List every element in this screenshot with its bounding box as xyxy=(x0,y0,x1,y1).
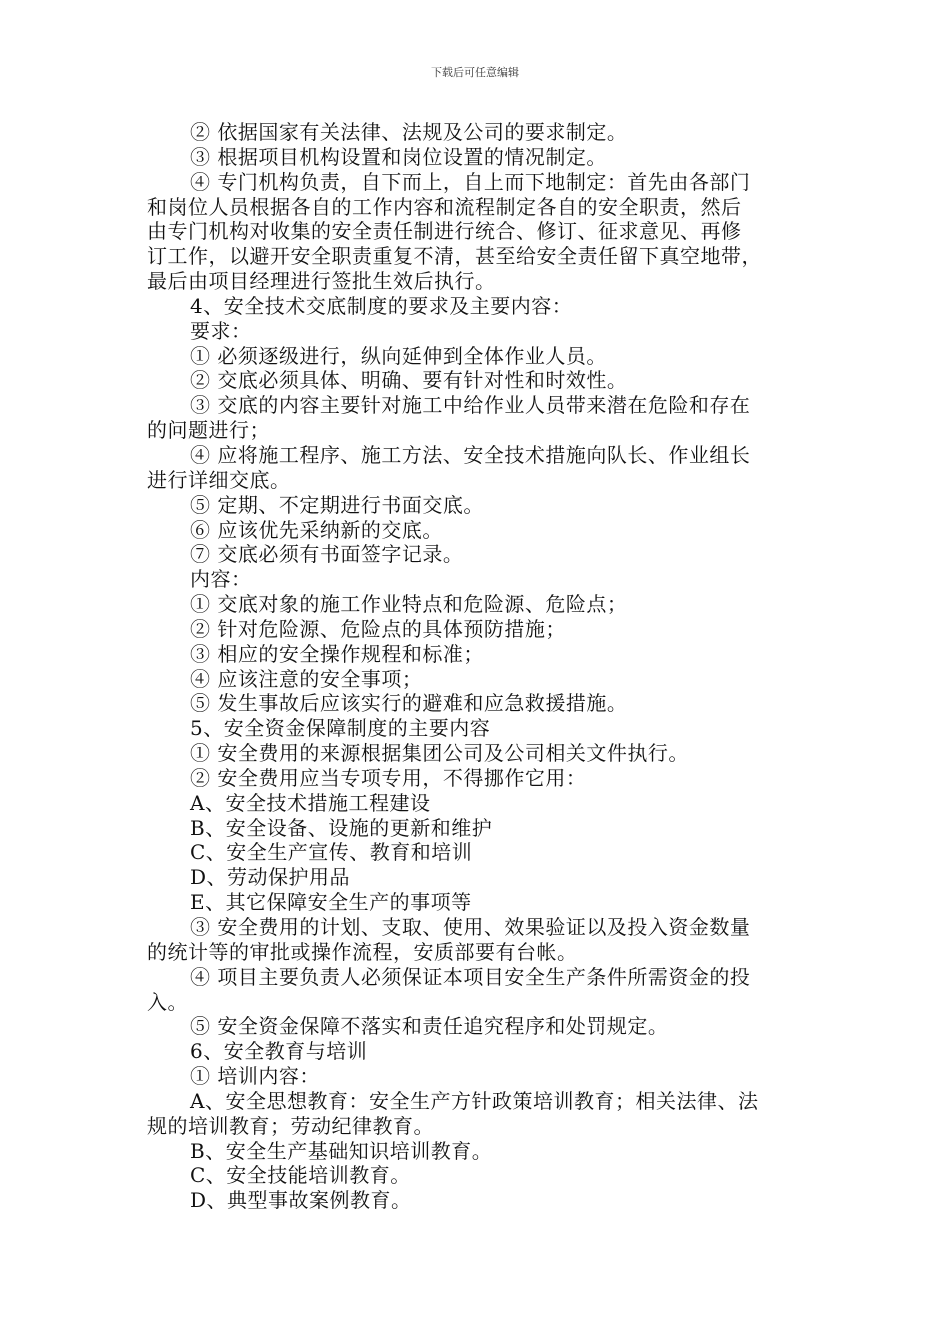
text-line: ④ 应该注意的安全事项； xyxy=(190,666,423,691)
text-line: ② 交底必须具体、明确、要有针对性和时效性。 xyxy=(190,368,628,393)
text-line: 入。 xyxy=(147,989,188,1014)
text-line: D、典型事故案例教育。 xyxy=(190,1188,412,1213)
text-line: 最后由项目经理进行签批生效后执行。 xyxy=(147,269,496,294)
document-body xyxy=(147,120,807,1213)
text-line: D、劳动保护用品 xyxy=(190,865,351,890)
text-line: ⑤ 安全资金保障不落实和责任追究程序和处罚规定。 xyxy=(190,1014,669,1039)
text-line: 由专门机构对收集的安全责任制进行统合、修订、征求意见、再修 xyxy=(147,219,742,244)
text-line: 订工作，以避开安全职责重复不清，甚至给安全责任留下真空地带， xyxy=(147,244,762,269)
text-line: 进行详细交底。 xyxy=(147,467,291,492)
text-line: A、安全思想教育：安全生产方针政策培训教育；相关法律、法 xyxy=(190,1088,759,1113)
text-line: 规的培训教育；劳动纪律教育。 xyxy=(147,1113,434,1138)
text-line: ① 培训内容： xyxy=(190,1064,320,1089)
text-line: ① 安全费用的来源根据集团公司及公司相关文件执行。 xyxy=(190,741,689,766)
text-line: ① 必须逐级进行，纵向延伸到全体作业人员。 xyxy=(190,343,607,368)
text-line: 内容： xyxy=(190,567,252,592)
text-line: ⑤ 发生事故后应该实行的避难和应急救援措施。 xyxy=(190,691,628,716)
page-header: 下载后可任意编辑 xyxy=(431,66,519,79)
text-line: ⑤ 定期、不定期进行书面交底。 xyxy=(190,492,484,517)
text-line: ⑦ 交底必须有书面签字记录。 xyxy=(190,542,464,567)
text-line: ③ 交底的内容主要针对施工中给作业人员带来潜在危险和存在 xyxy=(190,393,751,418)
text-line: 的问题进行； xyxy=(147,418,270,443)
text-line: C、安全生产宣传、教育和培训 xyxy=(190,840,473,865)
text-line: ④ 项目主要负责人必须保证本项目安全生产条件所需资金的投 xyxy=(190,964,751,989)
text-line: ④ 应将施工程序、施工方法、安全技术措施向队长、作业组长 xyxy=(190,442,751,467)
text-line: 6、安全教育与培训 xyxy=(190,1039,368,1064)
text-line: ③ 根据项目机构设置和岗位设置的情况制定。 xyxy=(190,144,607,169)
text-line: B、安全生产基础知识培训教育。 xyxy=(190,1138,493,1163)
text-line: ② 依据国家有关法律、法规及公司的要求制定。 xyxy=(190,120,628,144)
text-line: ③ 安全费用的计划、支取、使用、效果验证以及投入资金数量 xyxy=(190,915,751,939)
text-line: A、安全技术措施工程建设 xyxy=(190,790,431,815)
text-line: ④ 专门机构负责，自下而上，自上而下地制定：首先由各部门 xyxy=(190,169,751,194)
text-line: ② 安全费用应当专项专用，不得挪作它用： xyxy=(190,765,587,790)
text-line: 的统计等的审批或操作流程，安质部要有台帐。 xyxy=(147,939,578,964)
text-line: 5、安全资金保障制度的主要内容 xyxy=(190,716,491,741)
text-line: 4、安全技术交底制度的要求及主要内容： xyxy=(190,293,573,318)
text-line: ② 针对危险源、危险点的具体预防措施； xyxy=(190,616,566,641)
text-line: ① 交底对象的施工作业特点和危险源、危险点； xyxy=(190,592,628,617)
text-line: C、安全技能培训教育。 xyxy=(190,1163,411,1188)
text-line: 要求： xyxy=(190,318,252,343)
text-line: 和岗位人员根据各自的工作内容和流程制定各自的安全职责，然后 xyxy=(147,194,742,219)
text-line: ③ 相应的安全操作规程和标准； xyxy=(190,641,484,666)
text-line: ⑥ 应该优先采纳新的交底。 xyxy=(190,517,443,542)
text-line: E、其它保障安全生产的事项等 xyxy=(190,890,472,915)
text-line: B、安全设备、设施的更新和维护 xyxy=(190,815,493,840)
